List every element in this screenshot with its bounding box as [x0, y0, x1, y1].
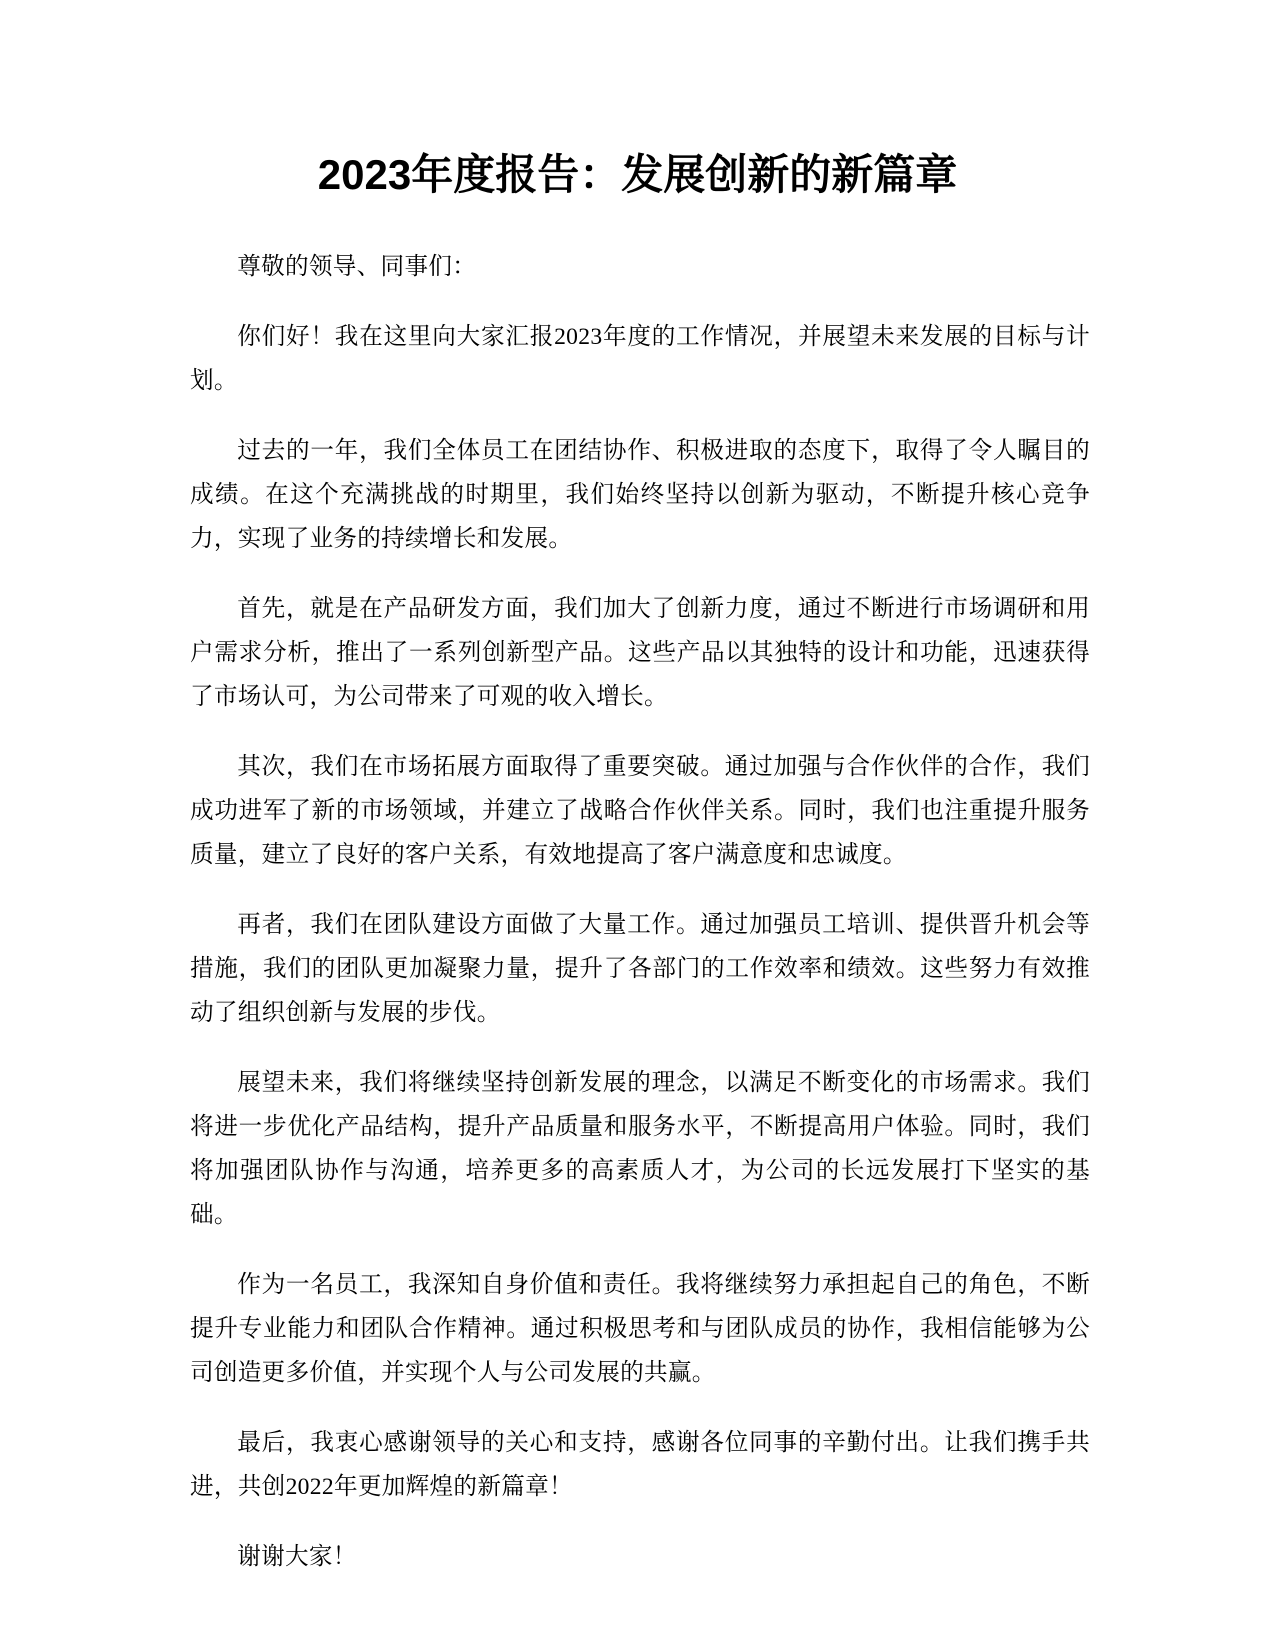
document-body	[190, 245, 1090, 1605]
personal-paragraph: 作为一名员工，我深知自身价值和责任。我将继续努力承担起自己的角色，不断提升专业能力和团队合作精神。通过积极思考和与团队成员的协作，我相信能够为公司创造更多价值，并实现个人与公司发展的共赢。	[190, 1272, 1090, 1386]
review-paragraph: 过去的一年，我们全体员工在团结协作、积极进取的态度下，取得了令人瞩目的成绩。在这个充满挑战的时期里，我们始终坚持以创新为驱动，不断提升核心竞争力，实现了业务的持续增长和发展。	[190, 438, 1090, 552]
document-title: 2023年度报告：发展创新的新篇章	[317, 151, 958, 198]
thanks-paragraph: 谢谢大家！	[237, 1544, 357, 1570]
salutation-paragraph: 尊敬的领导、同事们：	[237, 254, 477, 280]
market-paragraph: 其次，我们在市场拓展方面取得了重要突破。通过加强与合作伙伴的合作，我们成功进军了新的市场领域，并建立了战略合作伙伴关系。同时，我们也注重提升服务质量，建立了良好的客户关系，有效地提高了客户满意度和忠诚度。	[190, 754, 1090, 868]
closing-paragraph: 最后，我衷心感谢领导的关心和支持，感谢各位同事的辛勤付出。让我们携手共进，共创2022年更加辉煌的新篇章！	[190, 1430, 1090, 1500]
outlook-paragraph: 展望未来，我们将继续坚持创新发展的理念，以满足不断变化的市场需求。我们将进一步优化产品结构，提升产品质量和服务水平，不断提高用户体验。同时，我们将加强团队协作与沟通，培养更多的高素质人才，为公司的长远发展打下坚实的基础。	[190, 1070, 1090, 1228]
team-paragraph: 再者，我们在团队建设方面做了大量工作。通过加强员工培训、提供晋升机会等措施，我们的团队更加凝聚力量，提升了各部门的工作效率和绩效。这些努力有效推动了组织创新与发展的步伐。	[190, 912, 1090, 1026]
greeting-paragraph: 你们好！我在这里向大家汇报2023年度的工作情况，并展望未来发展的目标与计划。	[190, 324, 1090, 394]
product-paragraph: 首先，就是在产品研发方面，我们加大了创新力度，通过不断进行市场调研和用户需求分析，推出了一系列创新型产品。这些产品以其独特的设计和功能，迅速获得了市场认可，为公司带来了可观的收入增长。	[190, 596, 1090, 710]
